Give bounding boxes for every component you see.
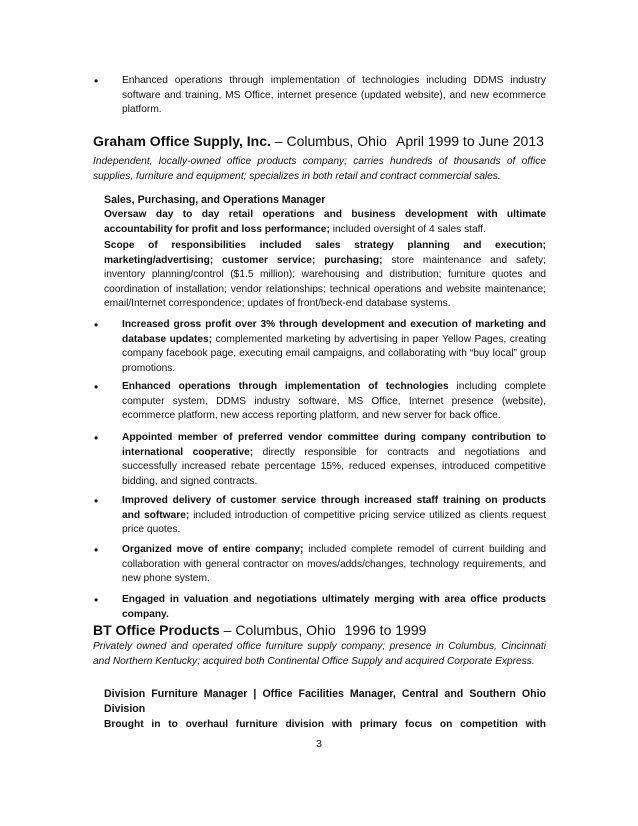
graham-summary-rest: included oversight of 4 sales staff. <box>329 223 486 235</box>
graham-bullet <box>94 543 546 587</box>
graham-bullet-rest: included introduction of competitive pricing service utilized as clients request price quotes. <box>122 509 546 536</box>
graham-bullet-bold: Appointed member of preferred vendor committee during company contribution to international cooperative; <box>122 432 546 458</box>
bullet-dot: • <box>94 431 99 445</box>
bullet-dot: • <box>94 494 99 508</box>
graham-heading <box>93 132 553 150</box>
bullet-dot: • <box>94 380 99 394</box>
bt-role-title: Division Furniture Manager | Office Facilities Manager, Central and Southern Ohio Division <box>104 688 546 715</box>
graham-scope-bold: Scope of responsibilities included sales strategy planning and execution; marketing/advertising; customer service; purchasing; <box>104 240 546 266</box>
graham-bullet-bold: Increased gross profit over 3% through development and execution of marketing and database updates; <box>122 319 546 345</box>
graham-summary <box>104 208 546 237</box>
graham-bullet-rest: complemented marketing by advertising in paper Yellow Pages, creating company facebook page, executing email campaigns, and collaborating with “buy local” group promotions. <box>122 333 546 374</box>
graham-bullet <box>94 318 546 376</box>
graham-bullet <box>94 593 546 622</box>
page-number: 3 <box>316 738 322 750</box>
graham-bullet-rest: including complete computer system, DDMS industry software, MS Office, Internet presence (website), ecommerce platform, new access reporting platform, and new server for back office. <box>122 381 546 422</box>
graham-dates: April 1999 to June 2013 <box>396 133 544 149</box>
graham-summary-bold: Oversaw day to day retail operations and business development with ultimate accountability for profit and loss performance; <box>104 209 546 235</box>
bt-dates: 1996 to 1999 <box>344 622 427 638</box>
graham-scope <box>104 239 546 312</box>
bullet-dot: • <box>94 74 99 88</box>
graham-bullet <box>94 494 546 538</box>
carryover-bullet-text: Enhanced operations through implementation of technologies including DDMS industry software and training, MS Office, internet presence (updated website), and new ecommerce platform. <box>122 75 546 116</box>
graham-bullet-bold: Enhanced operations through implementation of technologies <box>122 381 449 392</box>
graham-location: – Columbus, Ohio <box>270 133 387 149</box>
graham-bullet-bold: Engaged in valuation and negotiations ultimately merging with area office products company. <box>122 594 546 620</box>
graham-company-name: Graham Office Supply, Inc. <box>93 133 271 149</box>
bt-company-name: BT Office Products <box>93 622 220 638</box>
graham-role-title: Sales, Purchasing, and Operations Manager <box>104 194 326 206</box>
bt-location: – Columbus, Ohio <box>219 622 336 638</box>
bullet-dot: • <box>94 543 99 557</box>
graham-bullet <box>94 431 546 489</box>
bullet-dot: • <box>94 318 99 332</box>
bullet-dot: • <box>94 593 99 607</box>
graham-bullet-rest: included complete remodel of current building and collaboration with general contractor on moves/adds/changes, technology requirements, and new phone system. <box>122 544 546 585</box>
graham-scope-rest: store maintenance and safety; inventory planning/control ($1.5 million); warehousing and distribution; furniture quotes and coordination of installation; vendor relationships; technical operations and website maintenance; email/Internet correspondence; updates of front/beck-end database systems. <box>104 254 547 310</box>
graham-bullet-bold: Improved delivery of customer service through increased staff training on products and software; <box>122 495 546 521</box>
graham-bullet <box>94 380 546 424</box>
graham-bullet-bold: Organized move of entire company; <box>122 544 304 555</box>
bt-description: Privately owned and operated office furniture supply company; presence in Columbus, Cincinnati and Northern Kentucky; acquired both Continental Office Supply and acquired Corporate Express. <box>93 641 546 667</box>
carryover-bullet <box>94 74 546 118</box>
graham-description: Independent, locally-owned office products company; carries hundreds of thousands of office supplies, furniture and equipment; specializes in both retail and contract commercial sales. <box>93 156 546 182</box>
graham-bullet-rest: directly responsible for contracts and negotiations and successfully increased rebate percentage 15%, reduced expenses, introduced competitive bidding, and signed contracts. <box>122 446 546 487</box>
bt-heading <box>93 621 553 639</box>
bt-summary: Brought in to overhaul furniture division with primary focus on competition with <box>104 719 546 730</box>
